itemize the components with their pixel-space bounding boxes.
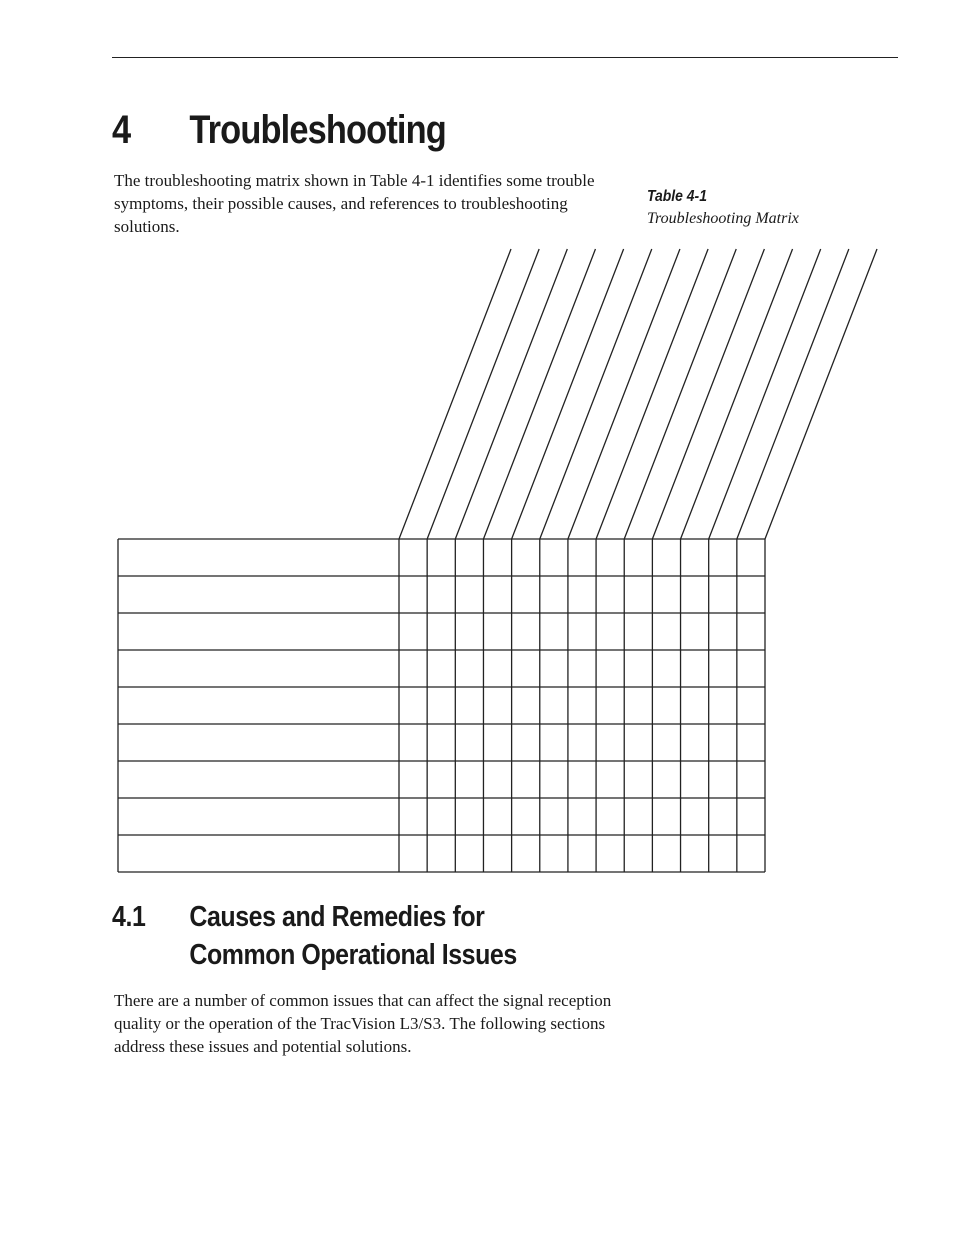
intro-paragraph: The troubleshooting matrix shown in Table 4-1 identifies some trouble symptoms, their possible causes, and references to troubleshooting solutions.	[114, 171, 595, 236]
chapter-number: 4	[112, 108, 131, 152]
matrix-header-slant-line	[540, 249, 652, 539]
matrix-header-slant-line	[483, 249, 595, 539]
matrix-header-slant-line	[596, 249, 708, 539]
section-heading-line2	[112, 936, 517, 974]
matrix-header-slant-line	[399, 249, 511, 539]
chapter-title: Troubleshooting	[189, 108, 446, 152]
matrix-header-slant-line	[652, 249, 764, 539]
matrix-header-slant-line	[568, 249, 680, 539]
matrix-header-slant-line	[455, 249, 567, 539]
section-paragraph: There are a number of common issues that can affect the signal reception quality or the operation of the TracVision L3/S3. The following sections address these issues and potential solutions.	[114, 991, 612, 1056]
matrix-header-slant-line	[427, 249, 539, 539]
matrix-header-slant-line	[624, 249, 736, 539]
section-number: 4.1	[112, 901, 146, 933]
matrix-header-slant-line	[765, 249, 877, 539]
section-heading-line1	[112, 898, 517, 936]
section-title-line1: Causes and Remedies for	[189, 901, 485, 933]
section-heading	[112, 898, 517, 974]
matrix-header-slant-line	[737, 249, 849, 539]
matrix-header-slant-line	[709, 249, 821, 539]
section-title-line2: Common Operational Issues	[189, 939, 517, 971]
matrix-header-slant-line	[681, 249, 793, 539]
matrix-header-slant-line	[512, 249, 624, 539]
table-label: Table 4-1	[647, 188, 707, 205]
table-title: Troubleshooting Matrix	[647, 210, 799, 227]
